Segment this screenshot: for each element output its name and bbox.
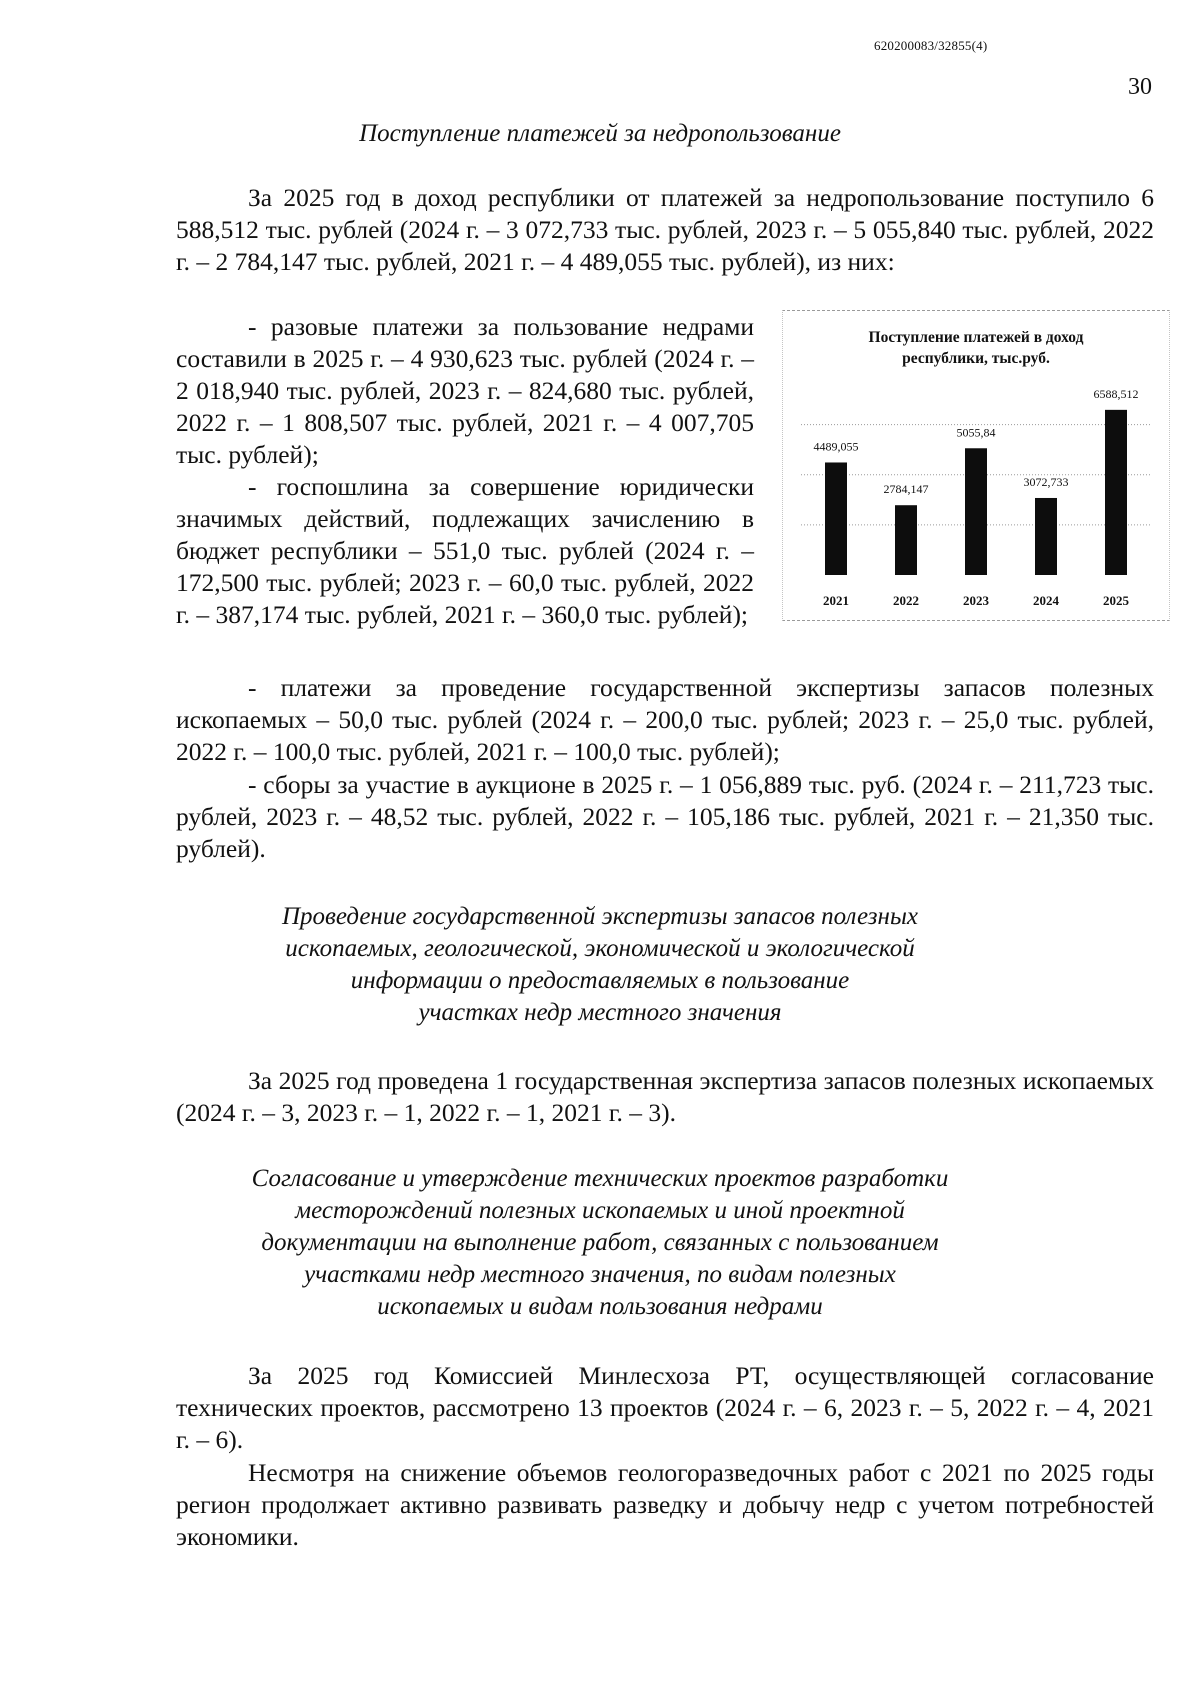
- page-number: 30: [1128, 74, 1152, 100]
- chart-title-line: республики, тыс.руб.: [902, 350, 1050, 367]
- heading-line: участках недр местного значения: [418, 999, 782, 1026]
- paragraph-conclusion: Несмотря на снижение объемов геологоразведочных работ с 2021 по 2025 годы регион продолжает активно развивать разведку и добычу недр с учетом потребностей экономики.: [176, 1458, 1154, 1551]
- chart-data-label: 3072,733: [1023, 474, 1069, 489]
- chart-plot: [783, 311, 1169, 620]
- chart-title-line: Поступление платежей в доход: [868, 329, 1084, 346]
- chart-data-label: 5055,84: [956, 425, 996, 440]
- paragraph-intro: За 2025 год в доход республики от платежей за недропользование поступило 6 588,512 тыс. рублей (2024 г. – 3 072,733 тыс. рублей, 2023 г. – 5 055,840 тыс. рублей, 2022 г. – 2 784,147 тыс. рублей, 2021 г. – 4 489,055 тыс. рублей), из них:: [176, 183, 1154, 276]
- revenue-bar-chart: [782, 310, 1170, 621]
- paragraph-expertise: За 2025 год проведена 1 государственная экспертиза запасов полезных ископаемых (2024 г. – 3, 2023 г. – 1, 2022 г. – 1, 2021 г. – 3).: [176, 1066, 1154, 1127]
- heading-line: ископаемых и видам пользования недрами: [377, 1293, 823, 1320]
- chart-x-tick-label: 2025: [1103, 593, 1129, 608]
- list-item-expertise-payments: - платежи за проведение государственной экспертизы запасов полезных ископаемых – 50,0 тыс. рублей (2024 г. – 200,0 тыс. рублей; 2023 г. – 25,0 тыс. рублей, 2022 г. – 100,0 тыс. рублей, 2021 г. – 100,0 тыс. рублей);: [176, 673, 1154, 766]
- chart-bar: [895, 505, 917, 575]
- document-id: 620200083/32855(4): [874, 38, 988, 53]
- chart-bar: [825, 462, 847, 575]
- heading-line: информации о предоставляемых в пользование: [350, 967, 850, 994]
- chart-bar: [1105, 410, 1127, 575]
- chart-data-label: 6588,512: [1093, 386, 1139, 401]
- section-heading-payments: Поступление платежей за недропользование: [359, 120, 841, 147]
- chart-bar: [1035, 498, 1057, 575]
- section-heading-approval: [0, 1163, 1200, 1323]
- chart-x-tick-label: 2024: [1033, 593, 1059, 608]
- chart-data-label: 2784,147: [883, 482, 929, 497]
- heading-line: ископаемых, геологической, экономической и экологической: [285, 935, 915, 962]
- list-item-one-time-payments: - разовые платежи за пользование недрами составили в 2025 г. – 4 930,623 тыс. рублей (2024 г. – 2 018,940 тыс. рублей, 2023 г. – 824,680 тыс. рублей, 2022 г. – 1 808,507 тыс. рублей, 2021 г. – 4 007,705 тыс. рублей);: [176, 312, 754, 469]
- heading-line: месторождений полезных ископаемых и иной проектной: [295, 1197, 905, 1224]
- chart-x-tick-label: 2022: [893, 593, 919, 608]
- chart-bar: [965, 448, 987, 575]
- paragraph-projects: За 2025 год Комиссией Минлесхоза РТ, осуществляющей согласование технических проектов, рассмотрено 13 проектов (2024 г. – 6, 2023 г. – 5, 2022 г. – 4, 2021 г. – 6).: [176, 1361, 1154, 1454]
- list-item-state-duty: - госпошлина за совершение юридически значимых действий, подлежащих зачислению в бюджет республики – 551,0 тыс. рублей (2024 г. – 172,500 тыс. рублей; 2023 г. – 60,0 тыс. рублей, 2022 г. – 387,174 тыс. рублей, 2021 г. – 360,0 тыс. рублей);: [176, 472, 754, 629]
- chart-data-label: 4489,055: [813, 439, 859, 454]
- heading-line: документации на выполнение работ, связанных с пользованием: [261, 1229, 939, 1256]
- section-heading-expertise: [0, 901, 1200, 1029]
- heading-line: участками недр местного значения, по видам полезных: [304, 1261, 896, 1288]
- chart-x-tick-label: 2021: [823, 593, 849, 608]
- heading-line: Согласование и утверждение технических проектов разработки: [251, 1165, 949, 1192]
- chart-x-tick-label: 2023: [963, 593, 989, 608]
- heading-line: Проведение государственной экспертизы запасов полезных: [282, 903, 918, 930]
- list-item-auction-fees: - сборы за участие в аукционе в 2025 г. – 1 056,889 тыс. руб. (2024 г. – 211,723 тыс. рублей, 2023 г. – 48,52 тыс. рублей, 2022 г. – 105,186 тыс. рублей, 2021 г. – 21,350 тыс. рублей).: [176, 770, 1154, 863]
